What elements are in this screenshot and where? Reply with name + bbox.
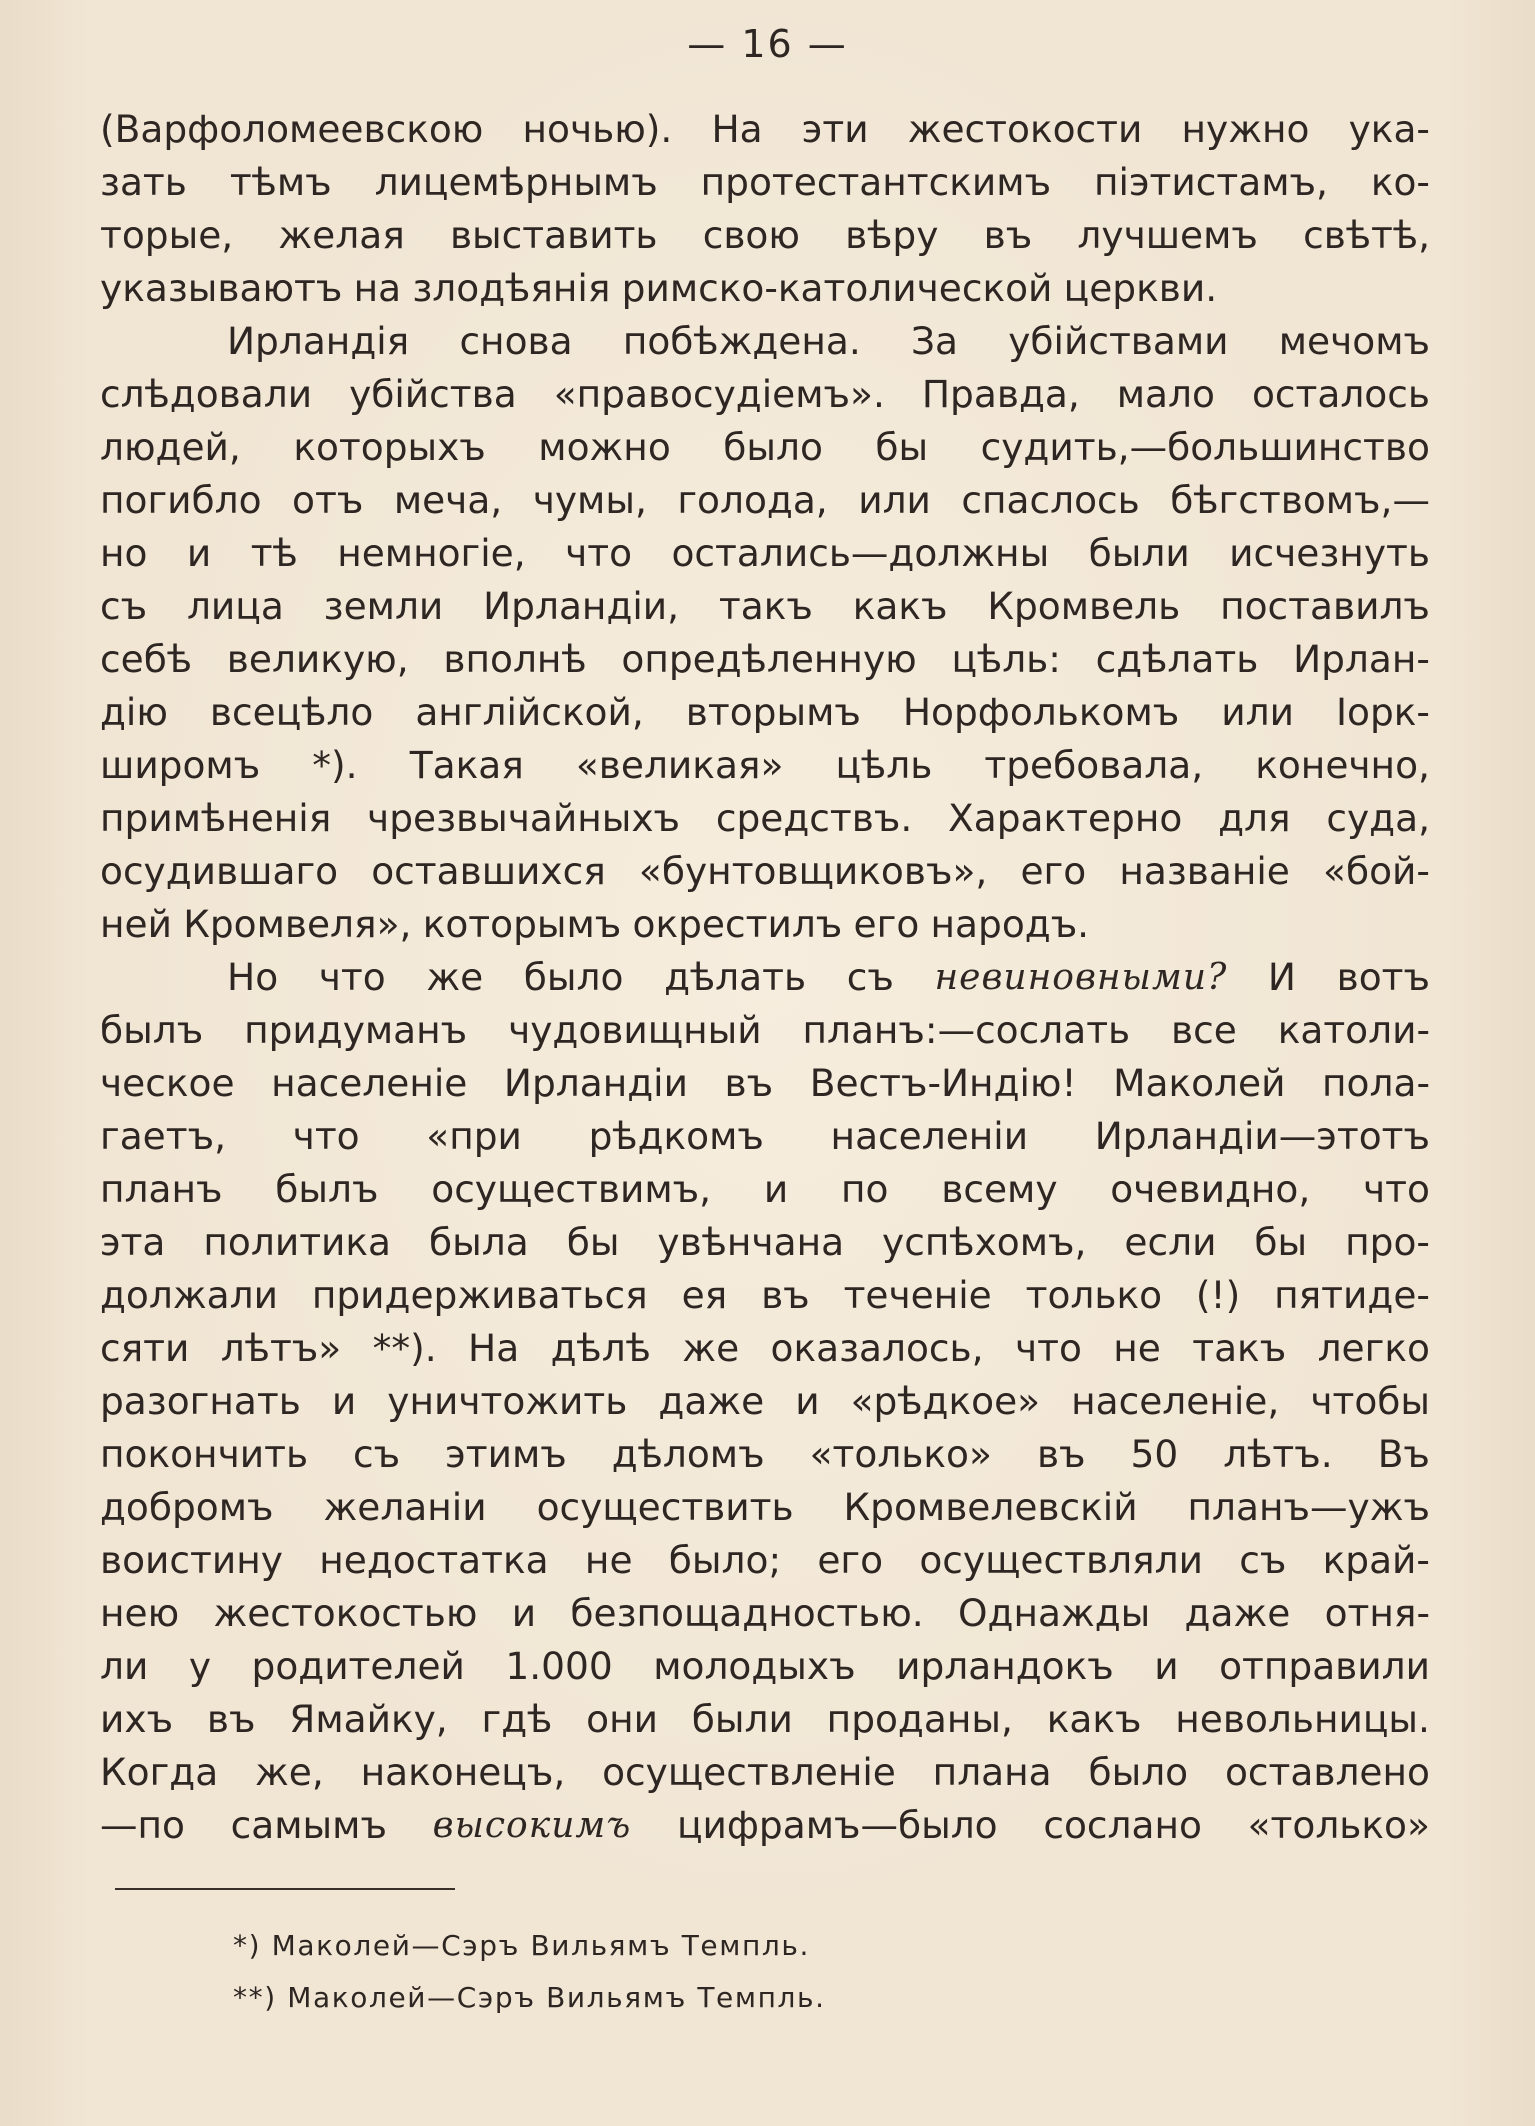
text-line: былъ придуманъ чудовищный планъ:—сослать все католи- <box>100 1008 1430 1052</box>
text-line: гаетъ, что «при рѣдкомъ населеніи Ирландіи—этотъ <box>100 1114 1430 1158</box>
text-line: но и тѣ немногіе, что остались—должны были исчезнуть <box>100 531 1430 575</box>
text-line: Но что же было дѣлать съ невиновными? И вотъ <box>227 955 1430 999</box>
page-number: — 16 — <box>687 22 848 66</box>
text-line: покончить съ этимъ дѣломъ «только» въ 50 лѣтъ. Въ <box>100 1432 1430 1476</box>
text-line: ней Кромвеля», которымъ окрестилъ его народъ. <box>100 902 1090 946</box>
text-line: осудившаго оставшихся «бунтовщиковъ», его названіе «бой- <box>100 849 1430 893</box>
text-line: (Варфоломеевскою ночью). На эти жестокости нужно ука- <box>100 107 1430 151</box>
text-line: Ирландія снова побѣждена. За убійствами мечомъ <box>227 319 1430 363</box>
text-line: зать тѣмъ лицемѣрнымъ протестантскимъ піэтистамъ, ко- <box>100 160 1430 204</box>
text-line: людей, которыхъ можно было бы судить,—большинство <box>100 425 1430 469</box>
body-text <box>100 103 1430 1852</box>
text-line: ческое населеніе Ирландіи въ Вестъ-Индію! Маколей пола- <box>100 1061 1430 1105</box>
text-line: ли у родителей 1.000 молодыхъ ирландокъ и отправили <box>100 1644 1430 1688</box>
footnotes <box>233 1920 826 2024</box>
text-line: ихъ въ Ямайку, гдѣ они были проданы, какъ невольницы. <box>100 1697 1430 1741</box>
footnote-divider <box>115 1888 455 1890</box>
text-line: эта политика была бы увѣнчана успѣхомъ, если бы про- <box>100 1220 1430 1264</box>
text-line: погибло отъ меча, чумы, голода, или спаслось бѣгствомъ,— <box>100 478 1430 522</box>
text-line: торые, желая выставить свою вѣру въ лучшемъ свѣтѣ, <box>100 213 1430 257</box>
text-line: планъ былъ осуществимъ, и по всему очевидно, что <box>100 1167 1430 1211</box>
text-line: сяти лѣтъ» **). На дѣлѣ же оказалось, что не такъ легко <box>100 1326 1430 1370</box>
footnote-2: **) Маколей—Сэръ Вильямъ Темпль. <box>233 1981 826 2014</box>
footnote-1: *) Маколей—Сэръ Вильямъ Темпль. <box>233 1929 810 1962</box>
text-line: должали придерживаться ея въ теченіе только (!) пятиде- <box>100 1273 1430 1317</box>
text-line: примѣненія чрезвычайныхъ средствъ. Характерно для суда, <box>100 796 1430 840</box>
text-line: дію всецѣло англійской, вторымъ Норфолькомъ или Іорк- <box>100 690 1430 734</box>
text-line: слѣдовали убійства «правосудіемъ». Правда, мало осталось <box>100 372 1430 416</box>
text-line: широмъ *). Такая «великая» цѣль требовала, конечно, <box>100 743 1430 787</box>
text-line: —по самымъ высокимъ цифрамъ—было сослано «только» <box>100 1803 1430 1847</box>
text-line: разогнать и уничтожить даже и «рѣдкое» населеніе, чтобы <box>100 1379 1430 1423</box>
text-line: нею жестокостью и безпощадностью. Однажды даже отня- <box>100 1591 1430 1635</box>
text-line: Когда же, наконецъ, осуществленіе плана было оставлено <box>100 1750 1430 1794</box>
text-line: себѣ великую, вполнѣ опредѣленную цѣль: сдѣлать Ирлан- <box>100 637 1430 681</box>
text-line: съ лица земли Ирландіи, такъ какъ Кромвель поставилъ <box>100 584 1430 628</box>
text-line: воистину недостатка не было; его осуществляли съ край- <box>100 1538 1430 1582</box>
text-line: добромъ желаніи осуществить Кромвелевскій планъ—ужъ <box>100 1485 1430 1529</box>
text-line: указываютъ на злодѣянія римско-католической церкви. <box>100 266 1218 310</box>
